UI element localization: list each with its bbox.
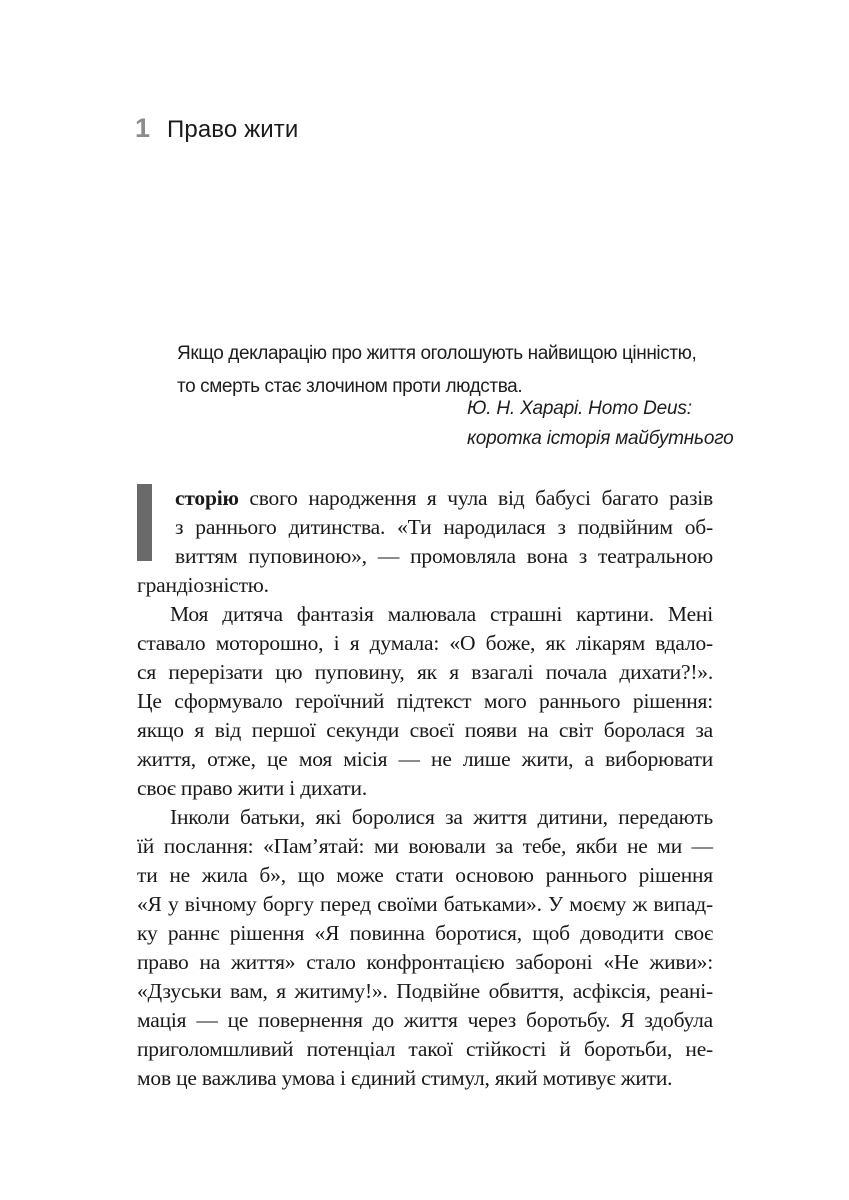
body-line: ся перерізати цю пуповину, як я взагалі почала дихати?!». bbox=[137, 660, 713, 684]
epigraph-line: Якщо декларацію про життя оголошують найвищою цінністю, bbox=[177, 343, 697, 364]
body-line: «Я у вічному боргу перед своїми батьками». У моєму ж випад- bbox=[137, 892, 713, 916]
body-line: життя, отже, це моя місія — не лише жити, а виборювати bbox=[137, 747, 713, 771]
epigraph-attribution bbox=[467, 394, 734, 454]
body-line: «Дзуськи вам, я житиму!». Подвійне обвиття, асфіксія, реані- bbox=[137, 979, 713, 1003]
drop-cap-letter bbox=[137, 484, 152, 561]
body-line: виттям пуповиною», — промовляла вона з театральною bbox=[175, 544, 713, 568]
attribution-line: Ю. Н. Харарі. Homo Deus: bbox=[467, 398, 692, 419]
body-line: право на життя» стало конфронтацією забороні «Не живи»: bbox=[137, 950, 713, 974]
body-line: приголомшливий потенціал такої стійкості й боротьби, не- bbox=[137, 1037, 713, 1061]
body-line: сторію свого народження я чула від бабусі багато разів bbox=[175, 486, 713, 510]
bold-lead-word: сторію bbox=[175, 486, 239, 510]
chapter-number: 1 bbox=[135, 113, 151, 143]
epigraph-line: то смерть стає злочином проти людства. bbox=[177, 376, 523, 397]
body-line: Моя дитяча фантазія малювала страшні картини. Мені bbox=[170, 602, 713, 626]
chapter-header bbox=[135, 115, 298, 143]
attribution-line: коротка історія майбутнього bbox=[467, 428, 734, 449]
body-line: Інколи батьки, які боролися за життя дитини, передають bbox=[170, 805, 713, 829]
body-line: своє право жити і дихати. bbox=[137, 776, 367, 800]
body-line: мов це важлива умова і єдиний стимул, який мотивує жити. bbox=[137, 1066, 673, 1090]
paragraph bbox=[137, 484, 713, 600]
body-line: ставало моторошно, і я думала: «О боже, як лікарям вдало- bbox=[137, 631, 713, 655]
body-text bbox=[137, 484, 713, 1093]
body-line: з раннього дитинства. «Ти народилася з подвійним об- bbox=[175, 515, 713, 539]
body-line: їй послання: «Пам’ятай: ми воювали за тебе, якби не ми — bbox=[137, 834, 713, 858]
body-line: ти не жила б», що може стати основою раннього рішення bbox=[137, 863, 713, 887]
paragraph bbox=[137, 803, 713, 1093]
body-line: Це сформувало героїчний підтекст мого раннього рішення: bbox=[137, 689, 713, 713]
body-line: якщо я від першої секунди своєї появи на світ боролася за bbox=[137, 718, 713, 742]
paragraph bbox=[137, 600, 713, 803]
body-line: ку раннє рішення «Я повинна боротися, щоб доводити своє bbox=[137, 921, 713, 945]
chapter-title: Право жити bbox=[167, 116, 299, 143]
body-line: грандіозністю. bbox=[137, 573, 269, 597]
body-line: мація — це повернення до життя через боротьбу. Я здобула bbox=[137, 1008, 713, 1032]
